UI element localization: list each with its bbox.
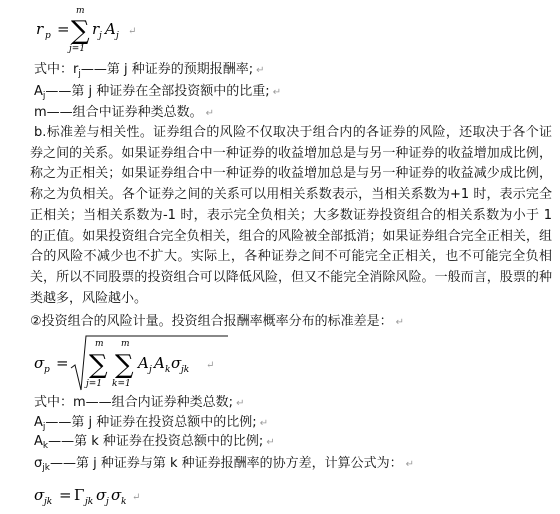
def1-sub-j: j — [78, 69, 81, 79]
def2-sub-jk: jk — [42, 463, 50, 473]
def1-line2 — [34, 83, 281, 102]
formula1-eq: = — [57, 20, 70, 38]
def2-line3 — [34, 433, 275, 452]
formula2-sum1-bottom: j=1 — [86, 379, 103, 389]
formula1-term2: A — [105, 20, 116, 38]
formula2-term-a2: A — [154, 354, 165, 372]
formula1-sum-bottom: j=1 — [69, 44, 86, 54]
def1-sub-j2: j — [42, 91, 46, 101]
formula2-sigma1: ∑ — [89, 350, 108, 380]
formula2-term-a: A — [138, 354, 149, 372]
formula3-sigma-k-sub: k — [121, 497, 127, 507]
formula-portfolio-std — [28, 332, 248, 394]
paragraph-mark: ↵ — [266, 437, 275, 448]
paragraph-mark: ↵ — [405, 459, 415, 470]
def2-line2 — [34, 414, 268, 433]
formula2-term-sigma-sub: jk — [181, 365, 190, 375]
formula3-eq: = — [59, 486, 72, 504]
def2-sub-k: k — [42, 441, 49, 451]
formula2-lhs: σ — [34, 354, 45, 372]
paragraph-correlation — [30, 123, 552, 309]
def1-sym-a: A — [34, 84, 43, 99]
formula2-sum1-top: m — [95, 339, 104, 349]
formula2-sum2-bottom: k=1 — [112, 379, 131, 389]
def2-line4 — [34, 455, 414, 474]
paragraph-mark: ↵ — [206, 360, 215, 371]
formula2-term-sigma: σ — [171, 354, 182, 372]
paragraph-mark: ↵ — [132, 492, 141, 503]
formula3-sigma-j-sub: j — [106, 497, 109, 507]
formula1-lhs: r — [36, 20, 44, 38]
formula2-term-a-sub: j — [149, 365, 152, 375]
paragraph-mark: ↵ — [236, 398, 245, 409]
formula-covariance — [28, 478, 178, 512]
paragraph-mark: ↵ — [205, 108, 215, 119]
def2-line4-text: ——第 j 种证券与第 k 种证券报酬率的协方差，计算公式为： — [49, 456, 403, 471]
def2-line1 — [34, 394, 244, 413]
def2-line2-text: ——第 j 种证券在投资总额中的比例; — [45, 415, 257, 430]
formula2-eq: = — [56, 354, 69, 372]
def2-sym-aj: A — [34, 415, 43, 430]
def1-line3-text: m——组合中证券种类总数。 — [34, 105, 203, 120]
paragraph-b-text: b.标准差与相关性。证券组合的风险不仅取决于组合内的各证券的风险，还取决于各个证券之间的关系。如果证券组合中一种证券的收益增加总是与另一种证券的收益增加成比例，称之为正相关；如果证券组合中一种证券的收益增加总是与另一种证券的收益减少成比例，称之为负相关。各个证券之间的关系可以用相关系数表示，当相关系数为+1 时，表示完全正相关；当相关系数为-1 时，表示完全负相关；大多数证券投资组合的相关系数为小于 1 的正值。如果投资组合完全负相关，组合的风险被全部抵消；如果证券组合完全正相关，组合的风险不减少也不扩大。实际上，各种证券之间不可能完全正相关，也不可能完全负相关，所以不同股票的投资组合可以降低风险，但又不能完全消除风险。一般而言，股票的种类越多，风险越小。 — [30, 125, 552, 306]
paragraph-mark: ↵ — [272, 87, 282, 98]
formula3-lhs: σ — [34, 486, 45, 504]
formula1-sigma: ∑ — [71, 16, 90, 46]
paragraph-mark: ↵ — [395, 317, 405, 328]
heading2-text: ②投资组合的风险计量。投资组合报酬率概率分布的标准差是： — [30, 314, 393, 329]
formula-portfolio-return — [28, 2, 168, 54]
formula2-term-a2-sub: k — [165, 365, 171, 375]
def1-line1 — [34, 61, 265, 80]
def1-line2-text: ——第 j 种证券在全部投资额中的比重; — [45, 84, 270, 99]
formula3-sigma-k: σ — [111, 486, 122, 504]
def2-line3-text: ——第 k 种证券在投资总额中的比例; — [48, 434, 264, 449]
formula2-lhs-sub: p — [44, 365, 50, 375]
def2-sub-j: j — [42, 422, 46, 432]
paragraph-mark: ↵ — [128, 26, 137, 37]
formula2-sum2-top: m — [121, 339, 130, 349]
heading-risk-measure — [30, 313, 404, 332]
paragraph-mark: ↵ — [256, 65, 265, 76]
formula3-gamma: Γ — [74, 486, 85, 504]
formula1-term: r — [92, 20, 100, 38]
def1-line3 — [34, 104, 214, 123]
formula3-lhs-sub: jk — [44, 497, 53, 507]
def2-sym-ak: A — [34, 434, 43, 449]
formula2-sigma2: ∑ — [115, 350, 134, 380]
formula3-gamma-sub: jk — [85, 497, 94, 507]
formula1-term-sub: j — [99, 31, 102, 41]
def1-sym-r: r — [73, 62, 79, 77]
def2-sym-sigma: σ — [34, 456, 43, 471]
paragraph-mark: ↵ — [259, 418, 269, 429]
def2-prefix: 式中： — [34, 395, 74, 410]
formula3-sigma-j: σ — [96, 486, 107, 504]
formula1-sum-top: m — [76, 6, 85, 16]
def1-line1-text: ——第 j 种证券的预期报酬率; — [80, 62, 254, 77]
def1-prefix: 式中： — [34, 62, 74, 77]
def2-line1-text: m——组合内证券种类总数; — [73, 395, 234, 410]
formula1-lhs-sub: p — [45, 31, 51, 41]
formula1-term2-sub: j — [116, 31, 119, 41]
